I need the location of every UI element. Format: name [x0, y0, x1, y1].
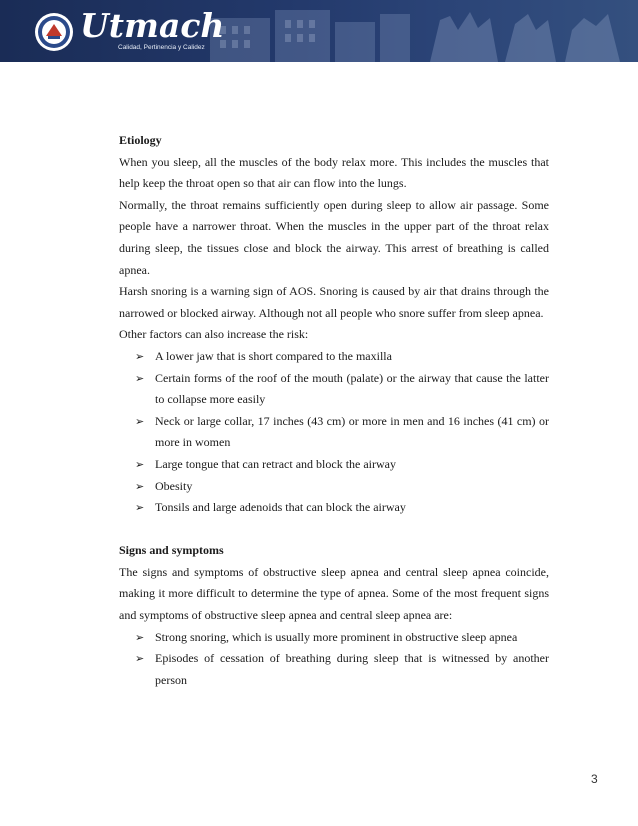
page-number: 3 — [591, 772, 598, 786]
paragraph: Other factors can also increase the risk: — [119, 327, 309, 342]
list-item-text: Neck or large collar, 17 inches (43 cm) or more in men and 16 inches (41 cm) or more in women — [155, 413, 549, 450]
list-item — [119, 411, 549, 454]
section-heading: Signs and symptoms — [119, 543, 224, 558]
list-item-text: Obesity — [155, 478, 193, 493]
arrow-bullet-icon: ➢ — [135, 501, 145, 515]
list-item — [119, 497, 549, 519]
list-item-text: Certain forms of the roof of the mouth (palate) or the airway that cause the latter to collapse more easily — [155, 370, 549, 407]
arrow-bullet-icon: ➢ — [135, 630, 145, 644]
arrow-bullet-icon: ➢ — [135, 414, 145, 428]
arrow-bullet-icon: ➢ — [135, 479, 145, 493]
list-item-text: Large tongue that can retract and block the airway — [155, 456, 397, 471]
brand-logo-text: Utmach — [80, 6, 225, 45]
paragraph: Normally, the throat remains sufficiently open during sleep to allow air passage. Some people have a narrower throat. When the muscles in the upper part of the throat relax during sleep, the tissues close and block the airway. This arrest of breathing is called apnea. — [119, 197, 549, 277]
list-item — [119, 648, 549, 691]
section-spacer — [119, 519, 549, 541]
arrow-bullet-icon: ➢ — [135, 371, 145, 385]
list-item-text: Strong snoring, which is usually more prominent in obstructive sleep apnea — [155, 629, 518, 644]
bullet-list — [119, 627, 549, 692]
list-item-text: Episodes of cessation of breathing during sleep that is witnessed by another person — [155, 651, 549, 687]
list-item-text: A lower jaw that is short compared to the maxilla — [155, 348, 392, 363]
arrow-bullet-icon: ➢ — [135, 457, 145, 471]
list-item — [119, 627, 549, 649]
paragraph: Harsh snoring is a warning sign of AOS. Snoring is caused by air that drains through the narrowed or blocked airway. Although not all people who snore suffer from sleep apnea. — [119, 284, 549, 320]
list-item-text: Tonsils and large adenoids that can block the airway — [155, 500, 406, 515]
list-item — [119, 454, 549, 476]
paragraph: When you sleep, all the muscles of the body relax more. This includes the muscles that help keep the throat open so that air can flow into the lungs. — [119, 154, 549, 191]
arrow-bullet-icon: ➢ — [135, 652, 145, 666]
bullet-list — [119, 346, 549, 519]
page-header-banner — [0, 0, 638, 62]
arrow-bullet-icon: ➢ — [135, 349, 145, 363]
university-seal-icon — [34, 12, 74, 52]
list-item — [119, 346, 549, 368]
brand-tagline: Calidad, Pertinencia y Calidez — [118, 44, 205, 51]
document-body — [119, 130, 549, 691]
list-item — [119, 476, 549, 498]
section-heading: Etiology — [119, 133, 162, 147]
paragraph: The signs and symptoms of obstructive sleep apnea and central sleep apnea coincide, making it more difficult to determine the type of apnea. Some of the most frequent signs and symptoms of obstructive sleep apnea and central sleep apnea are: — [119, 564, 549, 623]
list-item — [119, 368, 549, 411]
